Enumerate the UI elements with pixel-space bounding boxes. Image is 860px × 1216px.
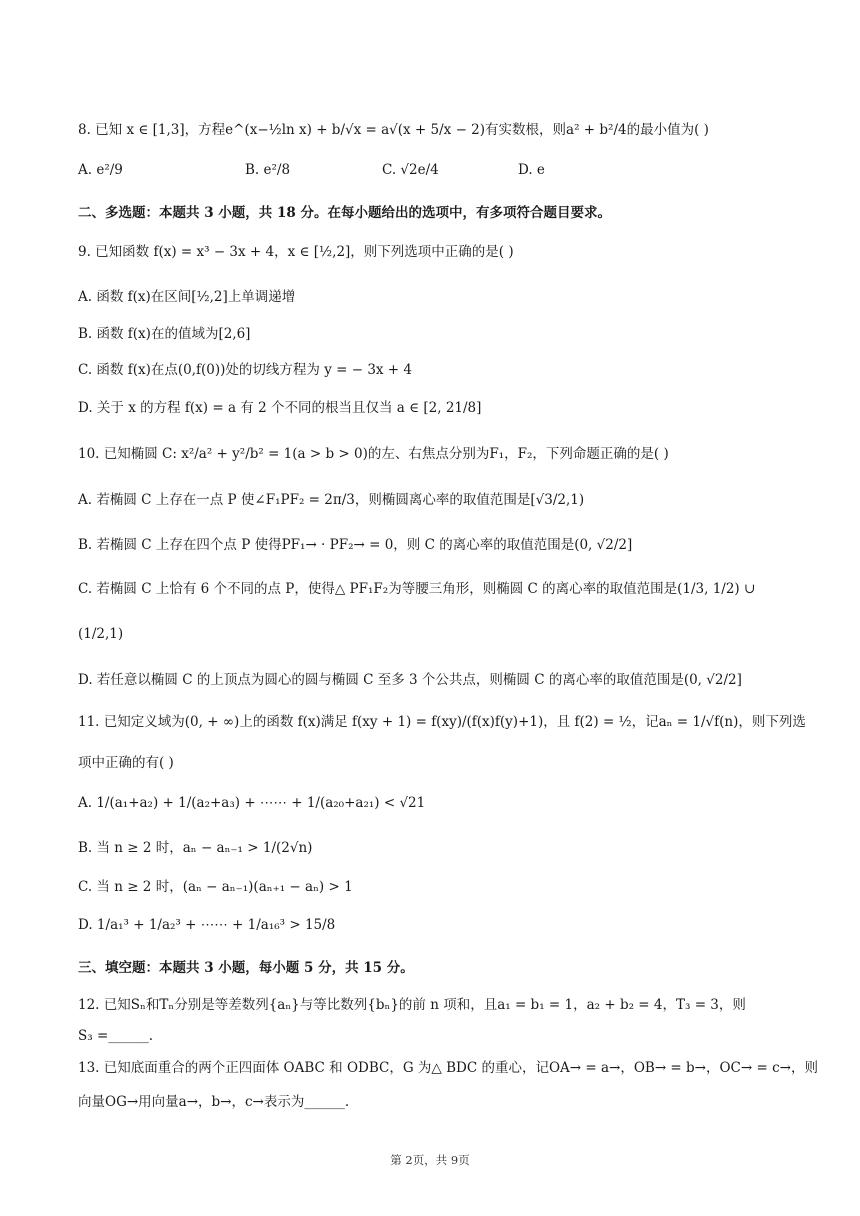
q11-stem-line2: 项中正确的有( ) [78, 755, 174, 771]
q8-stem: 8. 已知 x ∈ [1,3]，方程e^(x−½ln x) + b/√x = a√(x + 5/x − 2)有实数根，则a² + b²/4的最小值为( ) [78, 122, 709, 138]
q10-option-b: B. 若椭圆 C 上存在四个点 P 使得PF₁→ · PF₂→ = 0，则 C 的离心率的取值范围是(0, √2/2] [78, 537, 633, 553]
q11-option-d: D. 1/a₁³ + 1/a₂³ + ⋯⋯ + 1/a₁₆³ > 15/8 [78, 917, 336, 933]
q13-line2: 向量OG→用向量a→，b→，c→表示为______. [78, 1094, 350, 1110]
section-multi-choice-heading: 二、多选题：本题共 3 小题，共 18 分。在每小题给出的选项中，有多项符合题目要求。 [78, 205, 611, 221]
q9-option-a: A. 函数 f(x)在区间[½,2]上单调递增 [78, 289, 296, 305]
q13-line1: 13. 已知底面重合的两个正四面体 OABC 和 ODBC，G 为△ BDC 的重心，记OA→ = a→，OB→ = b→，OC→ = c→，则 [78, 1060, 818, 1076]
q10-option-c-line1: C. 若椭圆 C 上恰有 6 个不同的点 P，使得△ PF₁F₂为等腰三角形，则椭圆 C 的离心率的取值范围是(1/3, 1/2) ∪ [78, 581, 756, 597]
q8-option-a: A. e²/9 [78, 162, 123, 178]
q8-option-b: B. e²/8 [245, 162, 291, 178]
q10-option-a: A. 若椭圆 C 上存在一点 P 使∠F₁PF₂ = 2π/3，则椭圆离心率的取值范围是[√3/2,1) [78, 492, 585, 508]
section-fill-in-heading: 三、填空题：本题共 3 小题，每小题 5 分，共 15 分。 [78, 960, 414, 976]
q12-line1: 12. 已知Sₙ和Tₙ分别是等差数列{aₙ}与等比数列{bₙ}的前 n 项和，且a₁ = b₁ = 1，a₂ + b₂ = 4，T₃ = 3，则 [78, 997, 746, 1013]
q12-line2: S₃ =______. [78, 1028, 154, 1044]
q8-option-d: D. e [518, 162, 545, 178]
q10-option-d: D. 若任意以椭圆 C 的上顶点为圆心的圆与椭圆 C 至多 3 个公共点，则椭圆 C 的离心率的取值范围是(0, √2/2] [78, 672, 742, 688]
q8-option-c: C. √2e/4 [382, 162, 439, 178]
q10-option-c-line2: (1/2,1) [78, 626, 124, 642]
q11-option-a: A. 1/(a₁+a₂) + 1/(a₂+a₃) + ⋯⋯ + 1/(a₂₀+a₂₁) < √21 [78, 795, 426, 811]
q9-option-c: C. 函数 f(x)在点(0,f(0))处的切线方程为 y = − 3x + 4 [78, 362, 412, 378]
q11-option-c: C. 当 n ≥ 2 时，(aₙ − aₙ₋₁)(aₙ₊₁ − aₙ) > 1 [78, 879, 353, 895]
q9-option-d: D. 关于 x 的方程 f(x) = a 有 2 个不同的根当且仅当 a ∈ [2, 21/8] [78, 400, 482, 416]
q9-option-b: B. 函数 f(x)在的值域为[2,6] [78, 326, 251, 342]
q11-option-b: B. 当 n ≥ 2 时，aₙ − aₙ₋₁ > 1/(2√n) [78, 840, 313, 856]
q11-stem-line1: 11. 已知定义域为(0, + ∞)上的函数 f(x)满足 f(xy + 1) = f(xy)/(f(x)f(y)+1)，且 f(2) = ½，记aₙ = 1/√f(n)，则下列选 [78, 714, 806, 730]
page-footer: 第 2页，共 9页 [390, 1153, 470, 1167]
q9-stem: 9. 已知函数 f(x) = x³ − 3x + 4，x ∈ [½,2]，则下列选项中正确的是( ) [78, 244, 514, 260]
q10-stem: 10. 已知椭圆 C: x²/a² + y²/b² = 1(a > b > 0)的左、右焦点分别为F₁，F₂，下列命题正确的是( ) [78, 446, 669, 462]
